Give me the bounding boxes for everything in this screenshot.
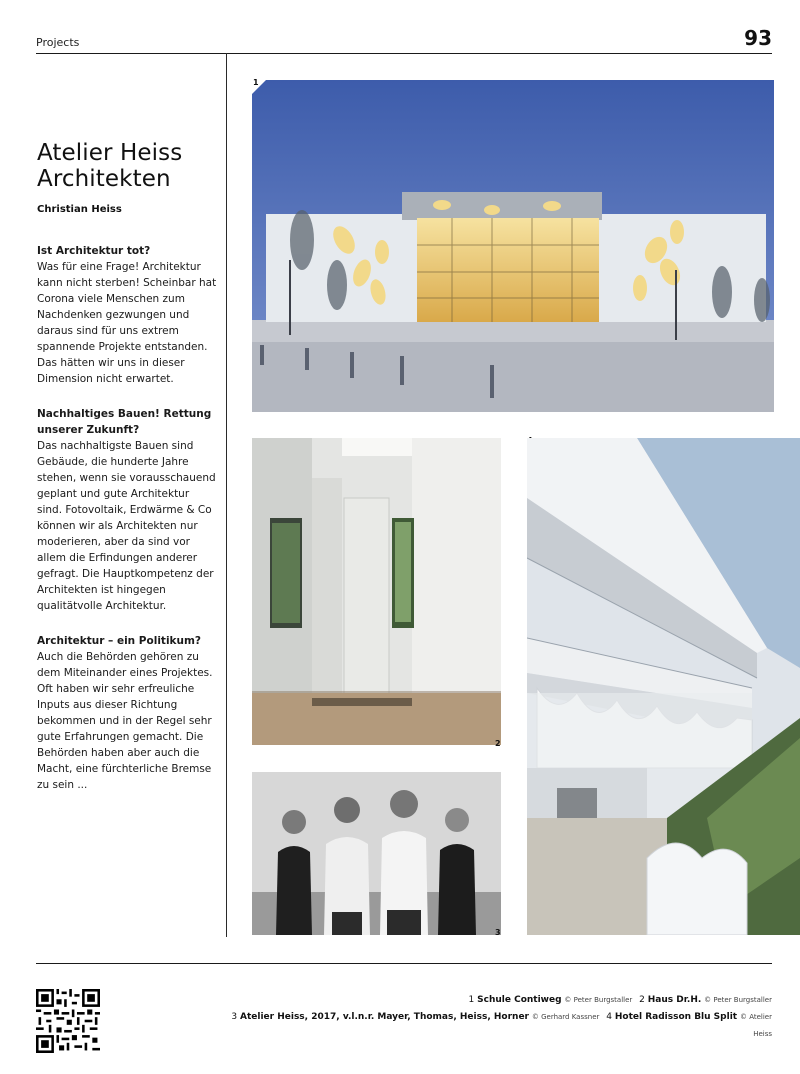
caption-credit: © Atelier Heiss: [739, 1013, 772, 1038]
caption-credit: © Peter Burgstaller: [564, 996, 633, 1004]
caption-credit: © Gerhard Kassner: [531, 1013, 600, 1021]
caption: [469, 995, 636, 1005]
photo-school-illustration: [252, 80, 774, 412]
photo-haus-dr-h: [252, 438, 501, 745]
photo-team-portrait: [252, 772, 501, 935]
photo-school-contiweg: [252, 80, 774, 412]
photo-hotel-illustration: [527, 438, 800, 935]
caption-title: Hotel Radisson Blu Split: [614, 1012, 738, 1022]
qa-question: Nachhaltiges Bauen! Rettung unserer Zukunft?: [37, 408, 212, 436]
qa-answer: Was für eine Frage! Architektur kann nicht sterben! Scheinbar hat Corona viele Menschen zum Nachdenken gezwungen und daraus sind für uns extrem spannende Projekte entstanden. Das hätten wir uns in dieser Dimension nicht erwartet.: [37, 261, 217, 385]
caption: [606, 1012, 772, 1039]
photo-hotel-radisson: [527, 438, 800, 935]
qa-answer: Das nachhaltigste Bauen sind Gebäude, die hunderte Jahre stehen, wenn sie vorausschauend geplant und gute Architektur sind. Fotovoltaik, Erdwärme & Co können wir als Architekten nur moderieren, aber da sind vor allem die Erfindungen anderer gefragt. Die Hauptkompetenz der Architekten ist hingegen qualitätvolle Architektur.: [37, 440, 216, 612]
caption-line-1: [212, 992, 772, 1009]
caption-number: 4: [606, 1012, 613, 1022]
title-line-1: Atelier Heiss: [37, 140, 183, 166]
caption-number: 3: [231, 1012, 238, 1022]
photo-number: 1: [253, 78, 259, 87]
photo-captions: [212, 992, 772, 1043]
caption-line-2: [212, 1009, 772, 1043]
caption-number: 1: [468, 995, 475, 1005]
article: [37, 140, 217, 812]
caption: [231, 1012, 602, 1022]
photo-number: 2: [495, 739, 501, 748]
article-author: Christian Heiss: [37, 204, 122, 215]
page-number: 93: [744, 26, 772, 50]
qa-question: Architektur – ein Politikum?: [37, 635, 202, 647]
title-line-2: Architekten: [37, 166, 171, 192]
caption: [639, 995, 772, 1005]
qr-code-icon: [36, 989, 100, 1053]
caption-credit: © Peter Burgstaller: [704, 996, 772, 1004]
article-title: [37, 140, 217, 192]
article-body: [37, 243, 217, 793]
qa-question: Ist Architektur tot?: [37, 245, 151, 257]
header-rule: [36, 53, 772, 54]
caption-title: Atelier Heiss, 2017, v.l.n.r. Mayer, Thomas, Heiss, Horner: [240, 1012, 529, 1022]
caption-number: 2: [639, 995, 645, 1005]
qa-answer: Auch die Behörden gehören zu dem Miteinander eines Projektes. Oft haben wir sehr erfreuliche Inputs aus dieser Richtung bekommen und in der Regel sehr gute Erfahrungen gemacht. Die Behörden haben aber auch die Macht, eine fürchterliche Bremse zu sein ...: [37, 651, 213, 791]
caption-title: Schule Contiweg: [477, 995, 562, 1005]
photo-number: 3: [495, 928, 501, 937]
footer-rule: [36, 963, 772, 964]
qr-code[interactable]: [36, 989, 100, 1053]
column-divider: [226, 53, 227, 937]
photo-team-illustration: [252, 772, 501, 935]
photo-interior-illustration: [252, 438, 501, 745]
section-label: Projects: [36, 36, 80, 49]
caption-title: Haus Dr.H.: [647, 995, 702, 1005]
